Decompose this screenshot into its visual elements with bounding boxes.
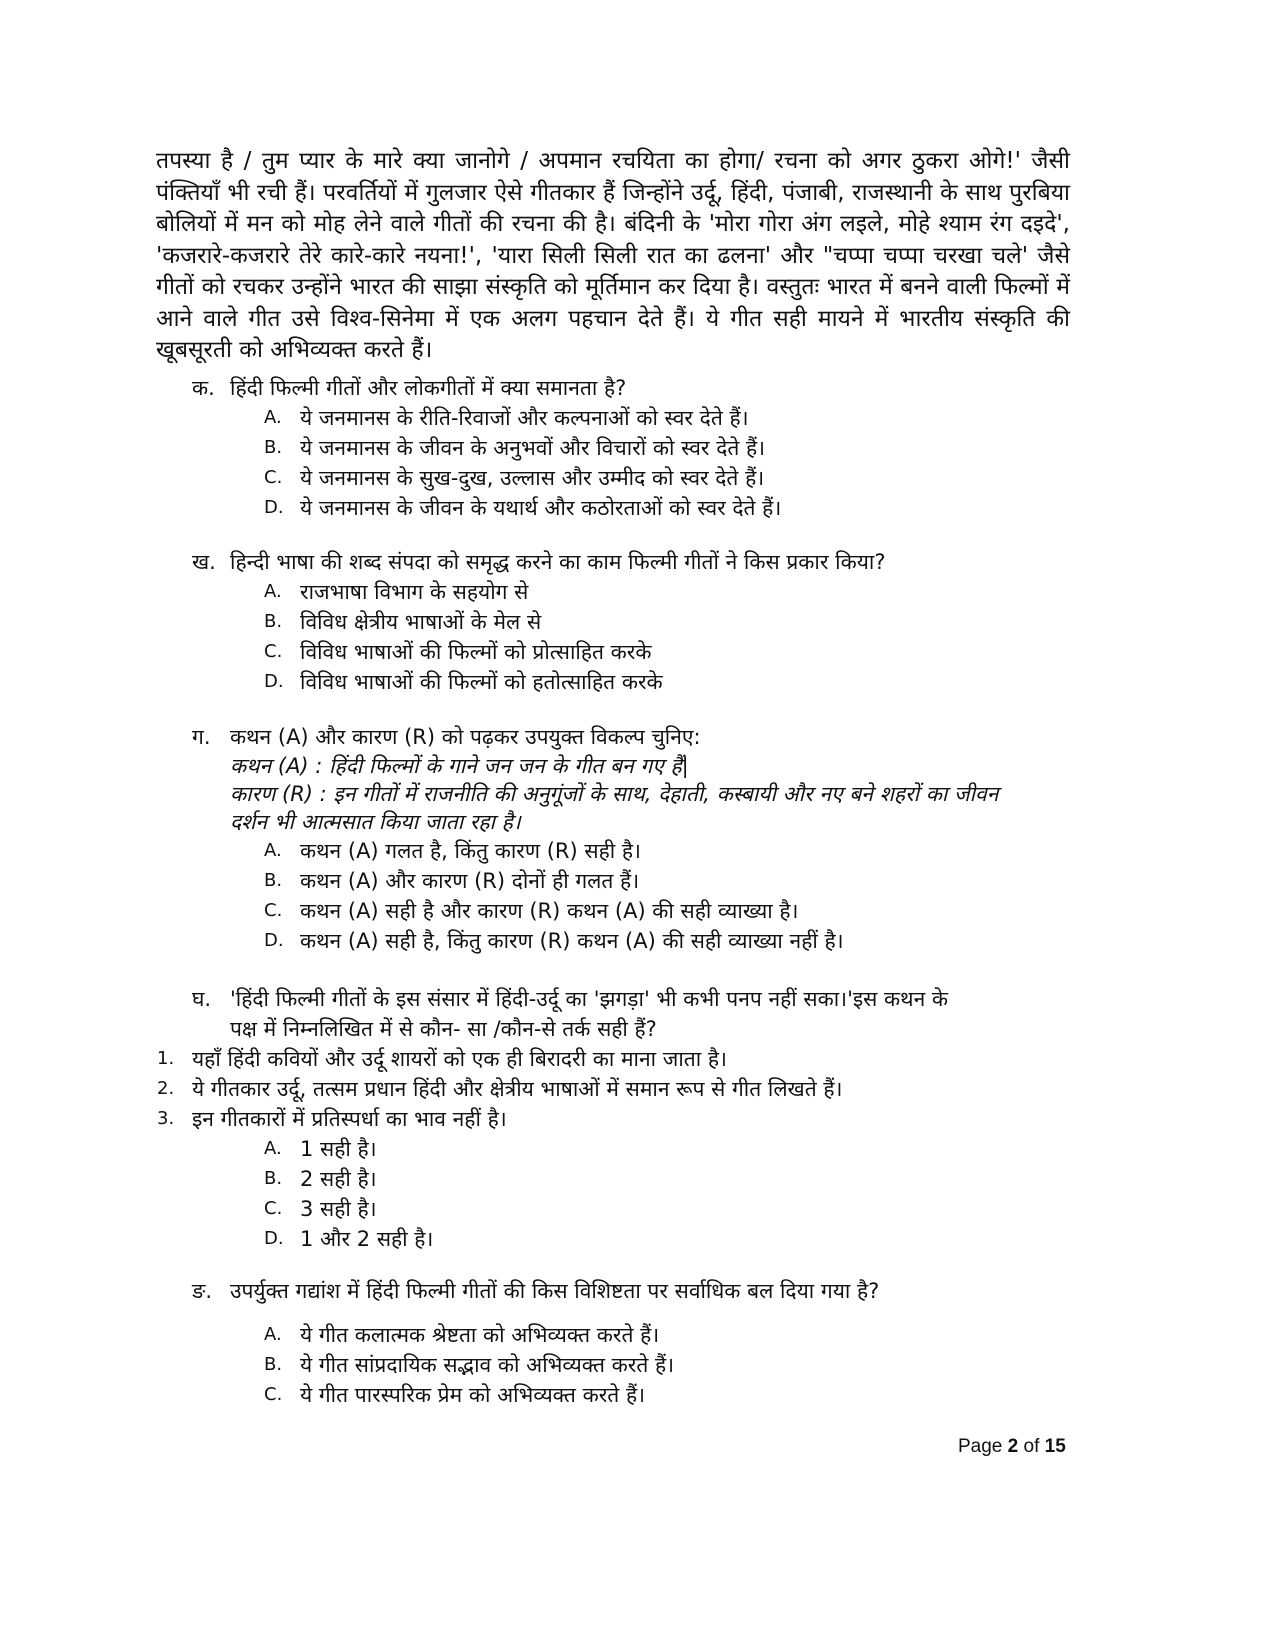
option-text: ये जनमानस के जीवन के अनुभवों और विचारों को स्वर देते हैं। (300, 436, 766, 460)
option-label: A. (264, 581, 282, 602)
question-row (192, 1014, 1072, 1044)
option-text: कथन (A) सही है और कारण (R) कथन (A) की सही व्याख्या है। (300, 899, 799, 923)
option-label: A. (264, 407, 282, 428)
statement-label: 2. (157, 1078, 175, 1099)
option-label: B. (264, 611, 283, 632)
option-text: 1 और 2 सही है। (300, 1227, 434, 1251)
option-d (192, 926, 1072, 956)
assertion-text: कथन (A) : हिंदी फिल्मों के गाने जन जन के गीत बन गए हैं| (230, 754, 689, 778)
option-b (192, 433, 1072, 463)
option-label: A. (264, 1324, 282, 1345)
option-b (192, 1350, 1072, 1380)
option-label: D. (264, 497, 284, 518)
statement-text: इन गीतकारों में प्रतिस्पर्धा का भाव नहीं है। (192, 1107, 507, 1131)
option-a (192, 1134, 1072, 1164)
option-label: B. (264, 1168, 283, 1189)
option-text: 2 सही है। (300, 1167, 377, 1191)
option-text: ये जनमानस के जीवन के यथार्थ और कठोरताओं को स्वर देते हैं। (300, 496, 782, 520)
question-text-line2: पक्ष में निम्नलिखित में से कौन- सा /कौन-से तर्क सही हैं? (230, 1017, 657, 1041)
statement-text: यहाँ हिंदी कवियों और उर्दू शायरों को एक ही बिरादरी का माना जाता है। (192, 1047, 727, 1071)
option-b (192, 607, 1072, 637)
question-marker: घ. (192, 987, 212, 1011)
question-text: हिंदी फिल्मी गीतों और लोकगीतों में क्या समानता है? (230, 376, 627, 400)
option-label: B. (264, 870, 283, 891)
option-d (192, 667, 1072, 697)
question-kha (192, 547, 1072, 697)
page-total: 15 (1044, 1436, 1066, 1457)
option-text: कथन (A) और कारण (R) दोनों ही गलत हैं। (300, 869, 640, 893)
option-label: C. (264, 641, 283, 662)
option-b (192, 866, 1072, 896)
page-current: 2 (1007, 1436, 1019, 1457)
question-row (192, 722, 1072, 752)
option-b (192, 1164, 1072, 1194)
option-label: B. (264, 437, 283, 458)
option-c (192, 1194, 1072, 1224)
option-label: A. (264, 840, 282, 861)
statement-text: ये गीतकार उर्दू, तत्सम प्रधान हिंदी और क्षेत्रीय भाषाओं में समान रूप से गीत लिखते हैं। (192, 1077, 843, 1101)
question-ka (192, 373, 1072, 523)
option-text: विविध भाषाओं की फिल्मों को प्रोत्साहित करके (300, 640, 652, 664)
question-row (192, 984, 1072, 1014)
question-text-line1: 'हिंदी फिल्मी गीतों के इस संसार में हिंदी-उर्दू का 'झगड़ा' भी कभी पनप नहीं सका।'इस कथन के (230, 987, 949, 1011)
page-of: of (1023, 1436, 1040, 1457)
question-text: कथन (A) और कारण (R) को पढ़कर उपयुक्त विकल्प चुनिए: (230, 725, 701, 749)
statement-1 (157, 1044, 1072, 1074)
statement-2 (157, 1074, 1072, 1104)
reason-text: कारण (R) : इन गीतों में राजनीति की अनुगूंजों के साथ, देहाती, कस्बायी और नए बने शहरों का जीवन दर्शन भी आत्मसात किया जाता रहा है। (230, 782, 999, 834)
question-marker: क. (192, 376, 215, 400)
option-text: कथन (A) गलत है, किंतु कारण (R) सही है। (300, 839, 641, 863)
option-label: C. (264, 1198, 283, 1219)
option-text: ये गीत पारस्परिक प्रेम को अभिव्यक्त करते हैं। (300, 1383, 646, 1407)
question-marker: ग. (192, 725, 211, 749)
option-text: विविध क्षेत्रीय भाषाओं के मेल से (300, 610, 542, 634)
page-number-footer (958, 1436, 1066, 1458)
question-text: उपर्युक्त गद्यांश में हिंदी फिल्मी गीतों की किस विशिष्टता पर सर्वाधिक बल दिया गया है? (230, 1279, 880, 1303)
option-c (192, 463, 1072, 493)
page-prefix: Page (958, 1436, 1003, 1457)
passage-text: तपस्या है / तुम प्यार के मारे क्या जानोगे / अपमान रचयिता का होगा/ रचना को अगर ठुकरा ओगे!' जैसी पंक्तियाँ भी रची हैं। परवर्तियों में गुलजार ऐसे गीतकार हैं जिन्होंने उर्दू, हिंदी, पंजाबी, राजस्थानी के साथ पुरबिया बोलियों में मन को मोह लेने वाले गीतों की रचना की है। बंदिनी के 'मोरा गोरा अंग लइले, मोहे श्याम रंग दइदे', 'कजरारे-कजरारे तेरे कारे-कारे नयना!', 'यारा सिली सिली रात का ढलना' और "चप्पा चप्पा चरखा चले' जैसे गीतों को रचकर उन्होंने भारत की साझा संस्कृति को मूर्तिमान कर दिया है। वस्तुतः भारत में बनने वाली फिल्मों में आने वाले गीत उसे विश्व-सिनेमा में एक अलग पहचान देते हैं। ये गीत सही मायने में भारतीय संस्कृति की खूबसूरती को अभिव्यक्त करते हैं। (156, 148, 1070, 363)
option-text: ये गीत सांप्रदायिक सद्भाव को अभिव्यक्त करते हैं। (300, 1353, 675, 1377)
question-marker: ङ. (192, 1279, 213, 1303)
question-row (192, 1276, 1072, 1306)
option-a (192, 1320, 1072, 1350)
option-text: 3 सही है। (300, 1197, 377, 1221)
option-label: D. (264, 671, 284, 692)
question-row (192, 547, 1072, 577)
question-text: हिन्दी भाषा की शब्द संपदा को समृद्ध करने का काम फिल्मी गीतों ने किस प्रकार किया? (230, 550, 886, 574)
option-label: D. (264, 930, 284, 951)
option-label: B. (264, 1354, 283, 1375)
option-label: A. (264, 1138, 282, 1159)
option-text: ये जनमानस के रीति-रिवाजों और कल्पनाओं को स्वर देते हैं। (300, 406, 749, 430)
option-label: C. (264, 900, 283, 921)
option-label: C. (264, 1384, 283, 1405)
question-row (192, 373, 1072, 403)
question-nga (192, 1276, 1072, 1410)
statement-3 (157, 1104, 1072, 1134)
question-ga (192, 722, 1072, 956)
option-c (192, 1380, 1072, 1410)
option-a (192, 577, 1072, 607)
option-a (192, 836, 1072, 866)
option-label: C. (264, 467, 283, 488)
option-text: कथन (A) सही है, किंतु कारण (R) कथन (A) की सही व्याख्या नहीं है। (300, 929, 844, 953)
option-c (192, 637, 1072, 667)
option-a (192, 403, 1072, 433)
question-marker: ख. (192, 550, 216, 574)
statement-label: 1. (157, 1048, 175, 1069)
statement-label: 3. (157, 1108, 175, 1129)
option-text: ये जनमानस के सुख-दुख, उल्लास और उम्मीद को स्वर देते हैं। (300, 466, 765, 490)
option-c (192, 896, 1072, 926)
option-text: ये गीत कलात्मक श्रेष्टता को अभिव्यक्त करते हैं। (300, 1323, 660, 1347)
option-d (192, 493, 1072, 523)
question-gha (157, 984, 1072, 1254)
option-text: विविध भाषाओं की फिल्मों को हतोत्साहित करके (300, 670, 663, 694)
option-d (192, 1224, 1072, 1254)
option-text: राजभाषा विभाग के सहयोग से (300, 580, 529, 604)
option-text: 1 सही है। (300, 1137, 377, 1161)
option-label: D. (264, 1228, 284, 1249)
